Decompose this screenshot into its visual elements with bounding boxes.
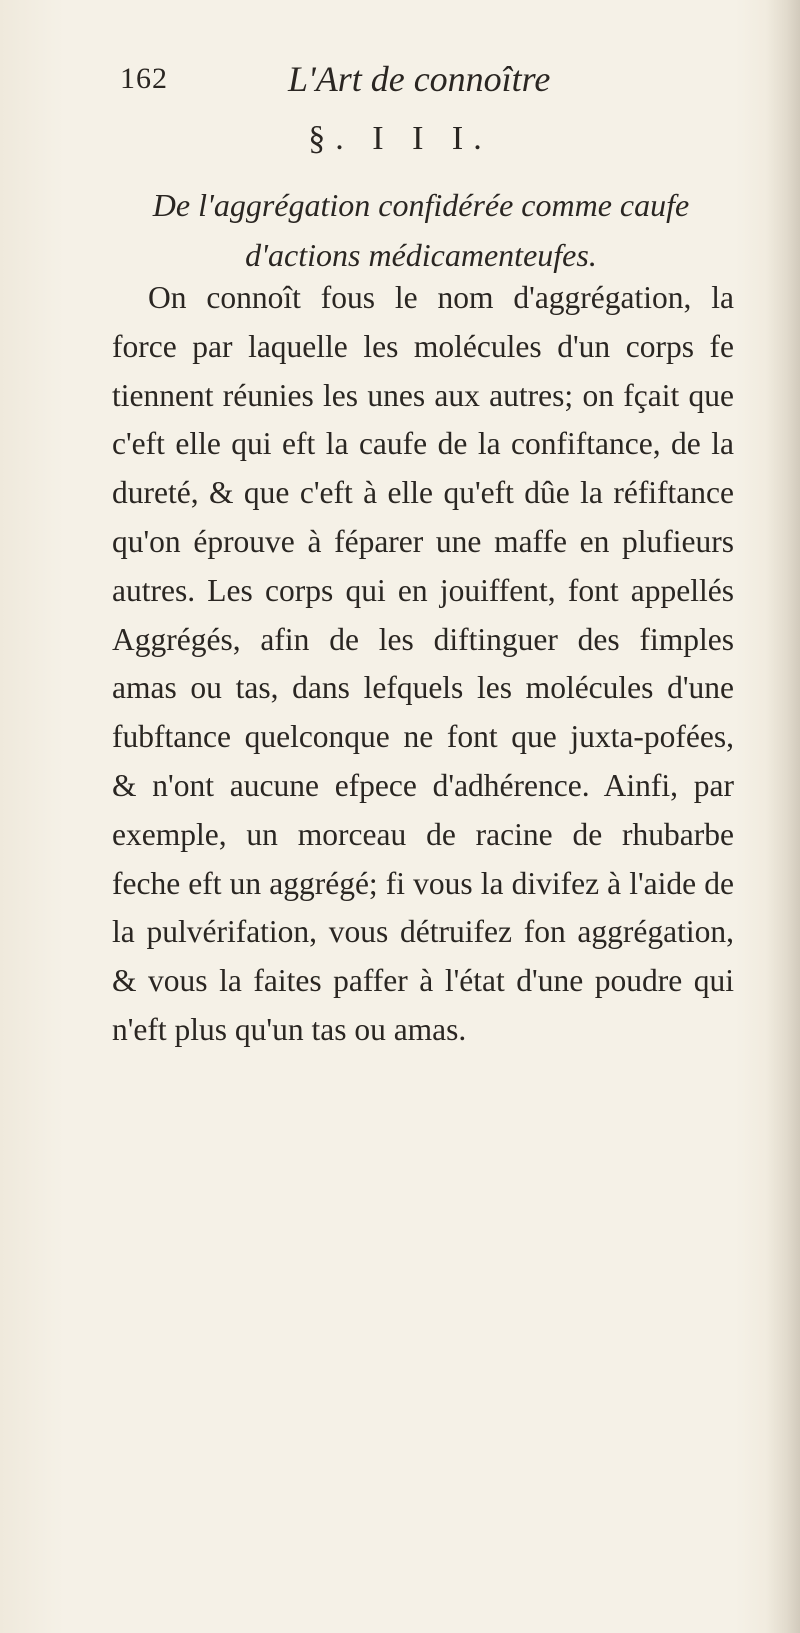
page-edge-shadow	[766, 0, 800, 1633]
section-number: §. I I I.	[308, 120, 492, 157]
running-title: L'Art de connoître	[288, 59, 551, 99]
body-paragraph: On connoît fous le nom d'aggrégation, la force par laquelle les molécules d'un corps fe tiennent réunies les unes aux autres; on fçait que c'eft elle qui eft la caufe de la confiftance, de la dureté, & que c'eft à elle qu'eft dûe la réfiftance qu'on éprouve à féparer une maffe en plufieurs autres. Les corps qui en jouiffent, font appellés Aggrégés, afin de les diftinguer des fimples amas ou tas, dans lefquels les molécules d'une fubftance quelconque ne font que juxta-pofées, & n'ont aucune efpece d'adhérence. Ainfi, par exemple, un morceau de racine de rhubarbe feche eft un aggrégé; fi vous la divifez à l'aide de la pulvérifation, vous détruifez fon aggrégation, & vous la faites paffer à l'état d'une poudre qui n'eft plus qu'un tas ou amas.	[112, 280, 734, 1047]
section-heading: De l'aggrégation confidérée comme caufe d'actions médicamenteufes.	[152, 187, 690, 273]
page-number: 162	[120, 62, 168, 95]
page-header	[120, 58, 680, 108]
